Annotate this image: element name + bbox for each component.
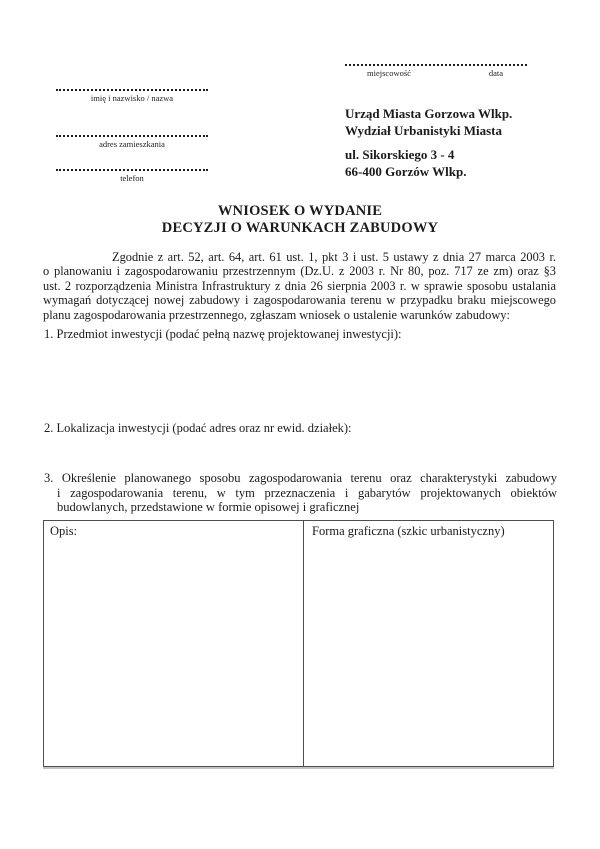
place-date-labels: [345, 66, 527, 78]
office-address: [345, 105, 512, 180]
graphic-form-cell-header: Forma graficzna (szkic urbanistyczny): [312, 524, 505, 538]
applicant-name-fill-line[interactable]: [56, 80, 208, 91]
description-cell[interactable]: [44, 521, 304, 766]
applicant-address-field: [56, 126, 208, 149]
office-name-line: Urząd Miasta Gorzowa Wlkp.: [345, 106, 513, 121]
text-line: i zagospodarowania terenu, w tym przeznaczenia i gabarytów projektowanych obiektów: [57, 485, 557, 500]
applicant-address-fill-line[interactable]: [56, 126, 208, 137]
form-title-line-1: WNIOSEK O WYDANIE: [217, 203, 383, 219]
date-label: data: [488, 68, 503, 78]
applicant-name-field: [56, 80, 208, 103]
office-department-line: Wydział Urbanistyki Miasta: [345, 123, 502, 138]
item-1-investment-subject: 1. Przedmiot inwestycji (podać pełną nazwę projektowanej inwestycji):: [44, 327, 402, 341]
description-cell-header: Opis:: [50, 524, 78, 538]
item-2-answer-space[interactable]: [44, 440, 556, 466]
applicant-phone-label: telefon: [120, 173, 144, 183]
text-line: ust. 2 rozporządzenia Ministra Infrastruktury z dnia 26 sierpnia 2003 r. w sprawie sposobu ustalania: [43, 278, 556, 293]
text-line: o planowaniu i zagospodarowaniu przestrzennym (Dz.U. z 2003 r. Nr 80, poz. 717 ze zm) oraz §3: [43, 264, 556, 279]
applicant-phone-field: [56, 160, 208, 183]
place-date-field: [345, 55, 527, 78]
intro-paragraph: [43, 250, 556, 322]
office-city-line: 66-400 Gorzów Wlkp.: [345, 164, 467, 179]
office-address-gap: [345, 139, 512, 146]
text-line: planu zagospodarowania przestrzennego, zgłaszam wniosek o ustalenie warunków zabudowy:: [43, 307, 510, 322]
text-line: budowlanych, przedstawione w formie opisowej i graficznej: [57, 500, 360, 515]
graphic-form-cell[interactable]: [304, 521, 553, 766]
item-3-land-use-description: [44, 471, 557, 515]
applicant-address-label: adres zamieszkania: [99, 139, 165, 149]
item-2-investment-location: 2. Lokalizacja inwestycji (podać adres oraz nr ewid. działek):: [44, 421, 352, 435]
office-street-line: ul. Sikorskiego 3 - 4: [345, 147, 455, 162]
form-title: [0, 203, 600, 237]
applicant-phone-fill-line[interactable]: [56, 160, 208, 171]
description-table: [43, 520, 554, 767]
place-label: miejscowość: [367, 68, 411, 78]
item-1-answer-space[interactable]: [44, 346, 556, 416]
text-line: Zgodnie z art. 52, art. 64, art. 61 ust. 1, pkt 3 i ust. 5 ustawy z dnia 27 marca 2003 r.: [112, 250, 556, 264]
form-title-line-2: DECYZJI O WARUNKACH ZABUDOWY: [161, 220, 439, 236]
applicant-name-label: imię i nazwisko / nazwa: [90, 93, 174, 103]
text-line: wymagań dotyczącej nowej zabudowy i zagospodarowania terenu w przypadku braku miejscowego: [43, 293, 556, 308]
text-line: 3. Określenie planowanego sposobu zagospodarowania terenu oraz charakterystyki zabudowy: [44, 471, 557, 485]
place-date-fill-line[interactable]: [345, 55, 527, 66]
